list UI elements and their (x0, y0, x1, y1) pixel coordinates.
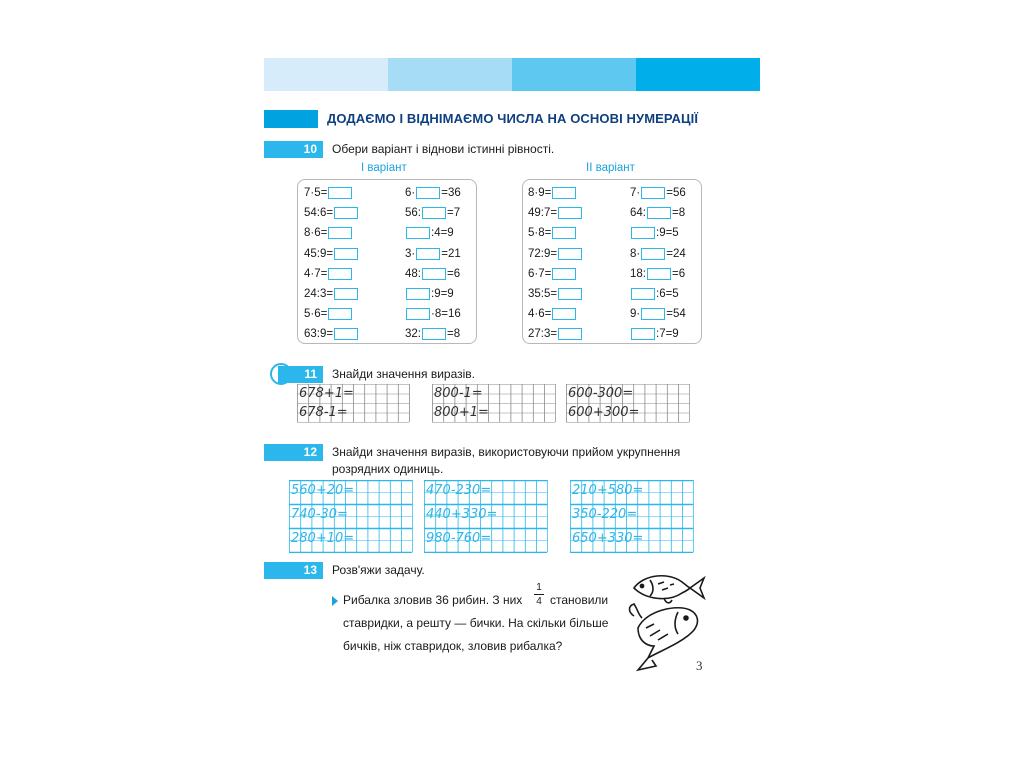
expression: 980-760= (426, 531, 492, 546)
workbook-page (264, 58, 760, 708)
expression: 280+10= (291, 531, 355, 546)
equation-variant1-left: 7·5= (304, 186, 353, 200)
answer-box[interactable] (641, 308, 665, 320)
equation-variant1-right: 48: =6 (405, 267, 461, 280)
expression: 800-1= (434, 386, 483, 401)
equation-variant1-right: 3· =21 (405, 247, 461, 260)
equation-variant2-right: 18: =6 (630, 267, 686, 280)
variant-1-label: І варіант (361, 162, 407, 174)
answer-box[interactable] (647, 207, 671, 219)
header-color-bars (264, 58, 760, 91)
equation-variant1-left: 24:3= (304, 287, 359, 301)
equation-variant1-right: 32: =8 (405, 328, 461, 341)
equation-variant2-left: 49:7= (528, 206, 583, 220)
expression: 470-230= (426, 483, 492, 498)
answer-box[interactable] (558, 288, 582, 300)
problem-line-2: ставридки, а решту — бички. На скільки більше (343, 616, 609, 630)
answer-box[interactable] (552, 227, 576, 239)
exercise-10-task: Обери варіант і віднови істинні рівності. (332, 142, 555, 156)
answer-box[interactable] (631, 328, 655, 340)
answer-box[interactable] (647, 268, 671, 280)
answer-box[interactable] (631, 227, 655, 239)
equation-variant2-left: 72:9= (528, 247, 583, 261)
expression: 650+330= (572, 531, 644, 546)
equation-variant2-right: :7=9 (630, 327, 679, 341)
variant-2-label: ІІ варіант (586, 162, 635, 174)
equation-variant2-left: 35:5= (528, 287, 583, 301)
problem-line-3: бичків, ніж ставридок, зловив рибалка? (343, 639, 563, 653)
answer-box[interactable] (406, 288, 430, 300)
expression: 560+20= (291, 483, 355, 498)
expression: 350-220= (572, 507, 638, 522)
answer-box[interactable] (334, 328, 358, 340)
equation-variant2-right: 8· =24 (630, 247, 686, 260)
answer-box[interactable] (641, 187, 665, 199)
answer-box[interactable] (334, 248, 358, 260)
exercise-number-12: 12 (264, 444, 323, 461)
expression: 440+330= (426, 507, 498, 522)
expression: 600-300= (568, 386, 634, 401)
expression: 740-30= (291, 507, 348, 522)
page-number: 3 (696, 658, 703, 673)
answer-box[interactable] (422, 268, 446, 280)
equation-variant2-left: 4·6= (528, 307, 577, 321)
equation-variant2-right: 9· =54 (630, 308, 686, 321)
answer-box[interactable] (406, 227, 430, 239)
answer-box[interactable] (552, 187, 576, 199)
problem-line-1-end: становили (550, 593, 609, 607)
answer-box[interactable] (328, 187, 352, 199)
expression: 678-1= (299, 405, 348, 420)
answer-box[interactable] (334, 288, 358, 300)
answer-box[interactable] (641, 248, 665, 260)
equation-variant1-left: 4·7= (304, 267, 353, 281)
exercise-11-task: Знайди значення виразів. (332, 367, 476, 381)
equation-variant1-left: 45:9= (304, 247, 359, 261)
expression: 600+300= (568, 405, 640, 420)
answer-box[interactable] (631, 288, 655, 300)
equation-variant2-right: 64: =8 (630, 207, 686, 220)
equation-variant2-left: 6·7= (528, 267, 577, 281)
equation-variant2-left: 8·9= (528, 186, 577, 200)
answer-box[interactable] (328, 308, 352, 320)
exercise-number-10: 10 (264, 141, 323, 158)
answer-box[interactable] (422, 207, 446, 219)
answer-box[interactable] (422, 328, 446, 340)
fraction-bar (534, 594, 544, 595)
equation-variant2-left: 5·8= (528, 226, 577, 240)
answer-box[interactable] (416, 248, 440, 260)
equation-variant1-right: :4=9 (405, 226, 454, 240)
expression: 210+580= (572, 483, 644, 498)
exercise-13-task: Розв'яжи задачу. (332, 563, 425, 577)
equation-variant1-right: 6· =36 (405, 187, 461, 199)
equation-variant2-right: :9=5 (630, 226, 679, 240)
answer-box[interactable] (552, 308, 576, 320)
answer-box[interactable] (328, 268, 352, 280)
equation-variant1-right: ·8=16 (405, 307, 461, 321)
fraction-denominator: 4 (536, 596, 542, 607)
exercise-number-11: 11 (278, 366, 323, 383)
section-title: ДОДАЄМО І ВІДНІМАЄМО ЧИСЛА НА ОСНОВІ НУМЕРАЦІЇ (327, 111, 699, 126)
problem-line-1: Рибалка зловив 36 рибин. З них (343, 593, 523, 607)
answer-box[interactable] (558, 248, 582, 260)
answer-box[interactable] (558, 207, 582, 219)
equation-variant1-left: 8·6= (304, 226, 353, 240)
expression: 678+1= (299, 386, 354, 401)
exercise-12-task-line2: розрядних одиниць. (332, 462, 444, 476)
answer-box[interactable] (406, 308, 430, 320)
expression: 800+1= (434, 405, 489, 420)
equation-variant1-right: :9=9 (405, 287, 454, 301)
equation-variant2-right: 7· =56 (630, 187, 686, 199)
equation-variant2-right: :6=5 (630, 287, 679, 301)
equation-variant1-left: 5·6= (304, 307, 353, 321)
equation-variant1-left: 54:6= (304, 206, 359, 220)
answer-box[interactable] (416, 187, 440, 199)
section-title-bar (264, 110, 760, 128)
answer-box[interactable] (328, 227, 352, 239)
equation-variant2-left: 27:3= (528, 327, 583, 341)
equation-variant1-left: 63:9= (304, 327, 359, 341)
bullet-icon (332, 596, 338, 606)
equation-variant1-right: 56: =7 (405, 207, 461, 220)
exercise-12-task-line1: Знайди значення виразів, використовуючи прийом укрупнення (332, 445, 681, 459)
exercise-number-13: 13 (264, 562, 323, 579)
answer-box[interactable] (558, 328, 582, 340)
answer-box[interactable] (334, 207, 358, 219)
fraction-numerator: 1 (536, 582, 542, 593)
answer-box[interactable] (552, 268, 576, 280)
